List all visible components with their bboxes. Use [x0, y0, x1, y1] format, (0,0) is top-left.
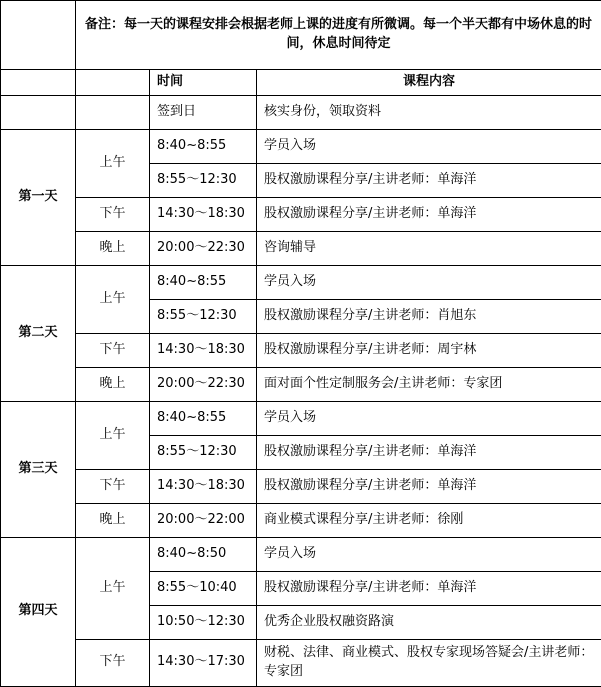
schedule-row — [1, 401, 601, 435]
schedule-note: 备注：每一天的课程安排会根据老师上课的进度有所微调。每一个半天都有中场休息的时间，休息时间待定 — [76, 1, 601, 70]
row-time: 8:55～10:40 — [150, 571, 257, 605]
row-time: 20:00～22:30 — [150, 231, 257, 265]
row-time: 20:00～22:30 — [150, 367, 257, 401]
row-time: 14:30～18:30 — [150, 469, 257, 503]
period-label: 上午 — [76, 401, 150, 469]
checkin-time: 签到日 — [150, 95, 257, 129]
row-time: 8:40~8:55 — [150, 129, 257, 163]
row-content: 股权激励课程分享/主讲老师：单海洋 — [257, 469, 601, 503]
note-row — [1, 1, 601, 70]
note-row-blank-cell — [1, 1, 76, 70]
header-time: 时间 — [150, 70, 257, 96]
schedule-row — [1, 367, 601, 401]
column-header-row — [1, 70, 601, 96]
row-content: 咨询辅导 — [257, 231, 601, 265]
day-label-1: 第一天 — [1, 129, 76, 265]
row-content: 股权激励课程分享/主讲老师：肖旭东 — [257, 299, 601, 333]
row-time: 10:50～12:30 — [150, 605, 257, 639]
period-label: 晚上 — [76, 231, 150, 265]
row-time: 8:40~8:50 — [150, 537, 257, 571]
period-label: 晚上 — [76, 367, 150, 401]
day-label-2: 第二天 — [1, 265, 76, 401]
checkin-content: 核实身份，领取资料 — [257, 95, 601, 129]
checkin-blank-day-cell — [1, 95, 76, 129]
period-label: 下午 — [76, 197, 150, 231]
row-content: 学员入场 — [257, 265, 601, 299]
day-label-4: 第四天 — [1, 537, 76, 686]
row-content: 股权激励课程分享/主讲老师：单海洋 — [257, 571, 601, 605]
checkin-blank-period-cell — [76, 95, 150, 129]
row-time: 14:30～17:30 — [150, 639, 257, 686]
row-content: 学员入场 — [257, 537, 601, 571]
row-content: 股权激励课程分享/主讲老师：周宇林 — [257, 333, 601, 367]
header-blank-day-cell — [1, 70, 76, 96]
period-label: 下午 — [76, 469, 150, 503]
row-time: 8:40~8:55 — [150, 265, 257, 299]
row-content: 股权激励课程分享/主讲老师：单海洋 — [257, 163, 601, 197]
row-content: 商业模式课程分享/主讲老师：徐刚 — [257, 503, 601, 537]
row-content: 面对面个性定制服务会/主讲老师：专家团 — [257, 367, 601, 401]
checkin-row — [1, 95, 601, 129]
row-time: 8:55～12:30 — [150, 435, 257, 469]
day-label-3: 第三天 — [1, 401, 76, 537]
period-label: 上午 — [76, 265, 150, 333]
row-time: 8:55～12:30 — [150, 163, 257, 197]
period-label: 晚上 — [76, 503, 150, 537]
header-content: 课程内容 — [257, 70, 601, 96]
row-content: 学员入场 — [257, 129, 601, 163]
schedule-row — [1, 265, 601, 299]
period-label: 下午 — [76, 639, 150, 686]
schedule-row — [1, 129, 601, 163]
row-time: 8:55～12:30 — [150, 299, 257, 333]
schedule-body — [1, 1, 601, 687]
schedule-row — [1, 639, 601, 686]
row-content: 股权激励课程分享/主讲老师：单海洋 — [257, 197, 601, 231]
row-content: 股权激励课程分享/主讲老师：单海洋 — [257, 435, 601, 469]
row-content: 学员入场 — [257, 401, 601, 435]
row-content: 优秀企业股权融资路演 — [257, 605, 601, 639]
schedule-row — [1, 469, 601, 503]
period-label: 下午 — [76, 333, 150, 367]
row-content: 财税、法律、商业模式、股权专家现场答疑会/主讲老师：专家团 — [257, 639, 601, 686]
schedule-row — [1, 537, 601, 571]
header-blank-period-cell — [76, 70, 150, 96]
row-time: 14:30～18:30 — [150, 197, 257, 231]
schedule-row — [1, 231, 601, 265]
period-label: 上午 — [76, 129, 150, 197]
schedule-row — [1, 197, 601, 231]
row-time: 14:30～18:30 — [150, 333, 257, 367]
row-time: 20:00～22:00 — [150, 503, 257, 537]
row-time: 8:40~8:55 — [150, 401, 257, 435]
period-label: 上午 — [76, 537, 150, 639]
schedule-row — [1, 333, 601, 367]
schedule-row — [1, 503, 601, 537]
